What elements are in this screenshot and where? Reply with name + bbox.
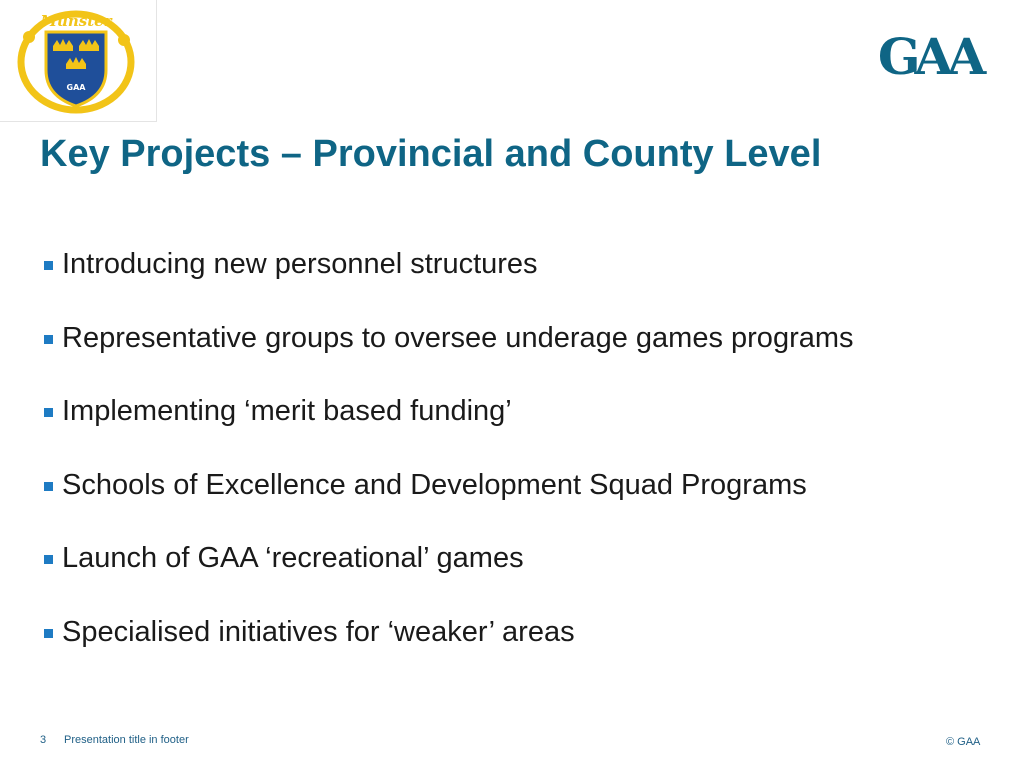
bullet-text: Launch of GAA ‘recreational’ games (62, 542, 524, 574)
square-bullet-icon (44, 629, 53, 638)
square-bullet-icon (44, 482, 53, 491)
bullet-text: Representative groups to oversee underage games programs (62, 321, 854, 354)
munster-crest-icon (0, 0, 156, 121)
bullet-list (40, 248, 1015, 689)
bullet-text: Introducing new personnel structures (62, 248, 538, 280)
munster-logo-subtext: GAA (66, 83, 86, 92)
gaa-logo-text: GAA (877, 30, 981, 78)
bullet-item (40, 616, 1015, 690)
gaa-logo (870, 30, 988, 78)
bullet-text: Schools of Excellence and Development Squad Programs (62, 468, 807, 501)
bullet-text: Implementing ‘merit based funding’ (62, 395, 512, 427)
bullet-item (40, 395, 1015, 469)
bullet-item (40, 542, 1015, 616)
page-number: 3 (40, 734, 47, 746)
bullet-item (40, 322, 1015, 396)
bullet-item (40, 248, 1015, 322)
square-bullet-icon (44, 261, 53, 270)
bullet-text: Specialised initiatives for ‘weaker’ areas (62, 615, 575, 648)
slide-title: Key Projects – Provincial and County Level (40, 133, 822, 175)
footer-presentation-title: Presentation title in footer (64, 734, 189, 746)
munster-logo-text: Munster (40, 12, 112, 30)
munster-logo-container (0, 0, 157, 122)
copyright-notice: © GAA (946, 736, 981, 748)
bullet-item (40, 469, 1015, 543)
square-bullet-icon (44, 555, 53, 564)
square-bullet-icon (44, 335, 53, 344)
square-bullet-icon (44, 408, 53, 417)
